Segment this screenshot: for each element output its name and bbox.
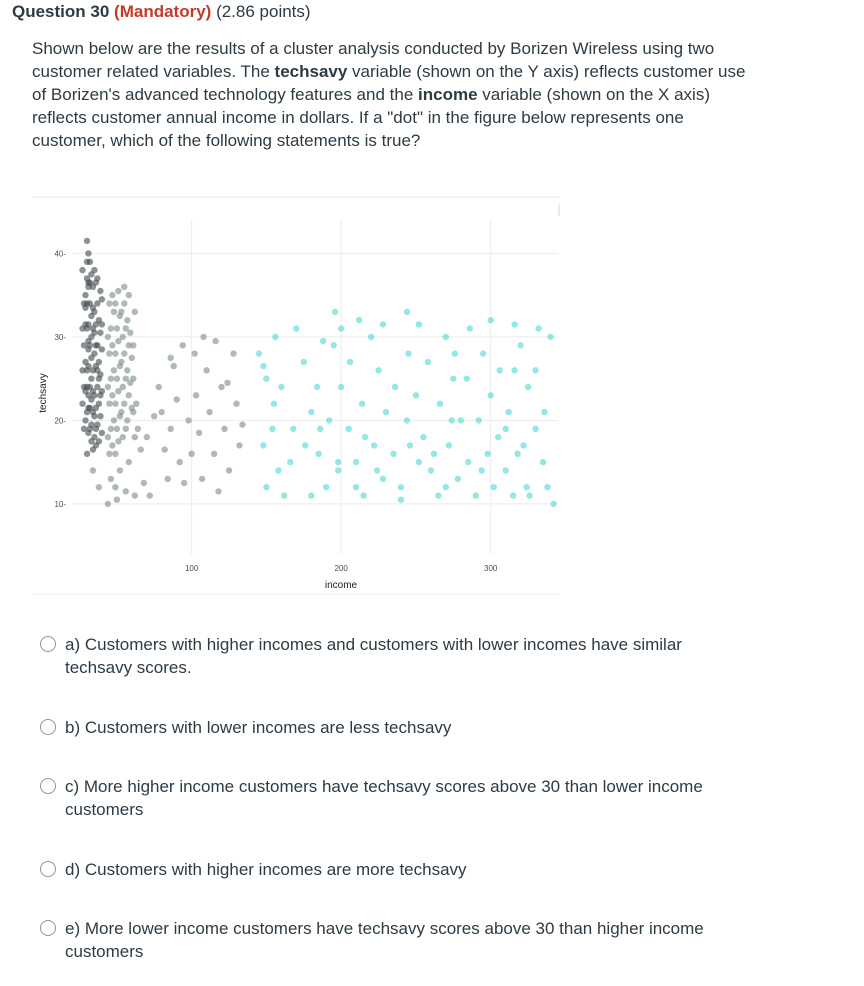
data-point-1: [85, 338, 91, 344]
data-point-2: [109, 442, 115, 448]
question-text-part: variable (shown on the Y axis) reflects customer use of Borizen's advanced technology features and the: [32, 62, 746, 104]
data-point-1: [84, 275, 90, 281]
y-tick-label: 20-: [54, 416, 66, 426]
data-point-1: [81, 426, 87, 432]
data-point-2: [233, 401, 239, 407]
data-point-1: [82, 417, 88, 423]
data-point-3: [437, 401, 443, 407]
data-point-3: [338, 325, 344, 331]
data-point-3: [302, 442, 308, 448]
data-point-2: [121, 401, 127, 407]
data-point-3: [425, 359, 431, 365]
data-point-3: [465, 459, 471, 465]
data-point-3: [443, 334, 449, 340]
data-point-1: [99, 346, 105, 352]
question-number: Question 30: [12, 2, 110, 21]
data-point-2: [132, 309, 138, 315]
data-point-2: [114, 497, 120, 503]
data-point-2: [129, 355, 135, 361]
data-point-2: [123, 426, 129, 432]
data-point-3: [260, 442, 266, 448]
data-point-3: [405, 350, 411, 356]
data-point-3: [479, 467, 485, 473]
data-point-2: [151, 413, 157, 419]
y-tick-label: 30-: [54, 332, 66, 342]
data-point-3: [547, 334, 553, 340]
data-point-2: [111, 417, 117, 423]
data-point-3: [485, 451, 491, 457]
data-point-2: [121, 350, 127, 356]
data-point-3: [335, 459, 341, 465]
data-point-3: [510, 492, 516, 498]
data-point-2: [168, 355, 174, 361]
data-point-3: [290, 426, 296, 432]
data-point-1: [79, 267, 85, 273]
data-point-1: [87, 405, 93, 411]
data-point-2: [120, 384, 126, 390]
data-point-2: [126, 292, 132, 298]
data-point-3: [511, 321, 517, 327]
data-point-1: [97, 330, 103, 336]
data-point-3: [316, 451, 322, 457]
data-point-3: [320, 338, 326, 344]
question-text-part: Shown below are the results of a cluster analysis conducted by Borizen Wireless using two customer related variables. The: [32, 39, 715, 81]
data-point-2: [168, 426, 174, 432]
data-point-3: [511, 367, 517, 373]
y-tick-label: 40-: [54, 249, 66, 259]
data-point-1: [94, 275, 100, 281]
data-point-2: [108, 325, 114, 331]
data-point-3: [526, 492, 532, 498]
data-point-2: [108, 476, 114, 482]
data-point-2: [121, 284, 127, 290]
data-point-2: [106, 451, 112, 457]
data-point-2: [230, 350, 236, 356]
answer-c-label[interactable]: c) More higher income customers have techsavy scores above 30 than lower income customers: [65, 777, 703, 819]
data-point-2: [90, 467, 96, 473]
data-point-3: [535, 325, 541, 331]
data-point-1: [79, 401, 85, 407]
data-point-2: [112, 350, 118, 356]
data-point-2: [112, 451, 118, 457]
data-point-1: [93, 342, 99, 348]
data-point-2: [224, 380, 230, 386]
points-label: (2.86 points): [216, 2, 311, 21]
answer-e-label[interactable]: e) More lower income customers have techsavy scores above 30 than higher income customers: [65, 919, 704, 961]
data-point-2: [162, 446, 168, 452]
data-point-1: [96, 401, 102, 407]
data-point-3: [308, 492, 314, 498]
data-point-3: [476, 417, 482, 423]
data-point-3: [449, 417, 455, 423]
y-axis-label: techsavy: [38, 373, 49, 413]
data-point-3: [317, 426, 323, 432]
data-point-1: [96, 438, 102, 444]
data-point-1: [99, 430, 105, 436]
data-point-3: [390, 451, 396, 457]
data-point-2: [105, 384, 111, 390]
answer-b-label[interactable]: b) Customers with lower incomes are less techsavy: [65, 718, 452, 737]
data-point-2: [141, 480, 147, 486]
data-point-1: [81, 300, 87, 306]
data-point-1: [88, 376, 94, 382]
data-point-1: [84, 238, 90, 244]
data-point-2: [215, 488, 221, 494]
data-point-3: [269, 426, 275, 432]
data-point-2: [135, 426, 141, 432]
data-point-2: [109, 392, 115, 398]
data-point-3: [532, 367, 538, 373]
data-point-1: [96, 376, 102, 382]
data-point-3: [495, 434, 501, 440]
data-point-2: [124, 317, 130, 323]
data-point-2: [112, 300, 118, 306]
data-point-1: [90, 305, 96, 311]
answer-d-radio[interactable]: [40, 861, 56, 877]
data-point-1: [79, 367, 85, 373]
data-point-2: [118, 309, 124, 315]
data-point-3: [416, 321, 422, 327]
data-point-3: [335, 467, 341, 473]
data-point-3: [293, 325, 299, 331]
data-point-3: [523, 484, 529, 490]
data-point-2: [123, 488, 129, 494]
data-point-2: [115, 288, 121, 294]
answer-c-radio[interactable]: [40, 778, 56, 794]
data-point-2: [130, 409, 136, 415]
data-point-1: [85, 250, 91, 256]
data-point-3: [278, 384, 284, 390]
data-point-3: [287, 459, 293, 465]
data-point-1: [91, 330, 97, 336]
data-point-2: [118, 359, 124, 365]
data-point-2: [105, 434, 111, 440]
data-point-2: [193, 392, 199, 398]
data-point-3: [517, 342, 523, 348]
data-point-3: [398, 484, 404, 490]
data-point-3: [420, 434, 426, 440]
data-point-3: [506, 409, 512, 415]
data-point-2: [196, 430, 202, 436]
data-point-3: [520, 442, 526, 448]
data-point-3: [331, 342, 337, 348]
data-point-2: [218, 384, 224, 390]
data-point-3: [497, 367, 503, 373]
data-point-3: [308, 409, 314, 415]
data-point-2: [147, 492, 153, 498]
data-point-3: [525, 384, 531, 390]
data-point-3: [347, 359, 353, 365]
data-point-3: [532, 426, 538, 432]
data-point-2: [127, 330, 133, 336]
data-point-2: [211, 451, 217, 457]
data-point-3: [353, 459, 359, 465]
data-point-3: [431, 451, 437, 457]
data-point-2: [171, 363, 177, 369]
data-point-3: [353, 484, 359, 490]
data-point-3: [404, 417, 410, 423]
data-point-2: [106, 350, 112, 356]
data-point-2: [112, 401, 118, 407]
data-point-3: [301, 359, 307, 365]
answer-e-radio[interactable]: [40, 920, 56, 936]
data-point-2: [200, 334, 206, 340]
techsavy-term: techsavy: [274, 62, 348, 81]
data-point-3: [271, 401, 277, 407]
question-text-part: variable (shown on the X axis) reflects customer annual income in dollars. If a "dot" in the figure below represents one customer, which of the following statements is true?: [32, 85, 710, 150]
data-point-3: [338, 384, 344, 390]
data-point-2: [132, 492, 138, 498]
question-header: [12, 2, 311, 22]
data-point-1: [87, 259, 93, 265]
data-point-2: [132, 434, 138, 440]
data-point-2: [124, 367, 130, 373]
data-point-3: [404, 309, 410, 315]
data-point-2: [191, 350, 197, 356]
data-point-2: [138, 446, 144, 452]
data-point-3: [275, 467, 281, 473]
data-point-3: [314, 384, 320, 390]
data-point-1: [91, 413, 97, 419]
data-point-3: [455, 476, 461, 482]
data-point-3: [392, 384, 398, 390]
data-point-3: [416, 459, 422, 465]
data-point-2: [106, 401, 112, 407]
data-point-3: [540, 459, 546, 465]
data-point-3: [452, 350, 458, 356]
data-point-3: [503, 467, 509, 473]
data-point-3: [491, 484, 497, 490]
data-point-3: [263, 484, 269, 490]
data-point-2: [236, 442, 242, 448]
data-point-3: [256, 350, 262, 356]
data-point-1: [84, 451, 90, 457]
data-point-2: [130, 376, 136, 382]
data-point-3: [272, 334, 278, 340]
data-point-2: [114, 325, 120, 331]
data-point-3: [398, 497, 404, 503]
data-point-3: [458, 417, 464, 423]
data-point-3: [446, 442, 452, 448]
data-point-2: [130, 342, 136, 348]
data-point-3: [362, 434, 368, 440]
data-point-2: [185, 417, 191, 423]
data-point-3: [281, 492, 287, 498]
data-point-3: [359, 401, 365, 407]
data-point-1: [96, 359, 102, 365]
y-tick-label: 10-: [54, 499, 66, 509]
data-point-1: [97, 413, 103, 419]
x-axis-label: income: [324, 580, 358, 591]
data-point-2: [108, 376, 114, 382]
data-point-2: [105, 501, 111, 507]
x-tick-label: 200: [334, 564, 348, 573]
data-point-2: [118, 409, 124, 415]
x-tick-label: 300: [484, 564, 498, 573]
data-point-3: [413, 392, 419, 398]
answer-b-radio[interactable]: [40, 719, 56, 735]
data-point-2: [126, 459, 132, 465]
data-point-2: [112, 484, 118, 490]
data-point-3: [544, 484, 550, 490]
data-point-3: [383, 409, 389, 415]
data-point-3: [435, 492, 441, 498]
data-point-1: [85, 392, 91, 398]
data-point-2: [199, 476, 205, 482]
data-point-3: [464, 376, 470, 382]
data-point-2: [174, 396, 180, 402]
data-point-2: [96, 484, 102, 490]
data-point-3: [368, 334, 374, 340]
data-point-2: [212, 338, 218, 344]
data-point-3: [541, 409, 547, 415]
data-point-1: [94, 367, 100, 373]
data-point-2: [126, 392, 132, 398]
data-point-2: [239, 421, 245, 427]
data-point-3: [450, 376, 456, 382]
data-point-1: [82, 359, 88, 365]
data-point-3: [503, 426, 509, 432]
data-point-2: [111, 367, 117, 373]
data-point-2: [181, 480, 187, 486]
data-point-3: [323, 484, 329, 490]
data-point-3: [467, 325, 473, 331]
data-point-1: [91, 350, 97, 356]
data-point-3: [375, 367, 381, 373]
data-point-2: [114, 426, 120, 432]
data-point-2: [124, 417, 130, 423]
question-text: [32, 37, 752, 152]
data-point-3: [480, 350, 486, 356]
data-point-2: [156, 384, 162, 390]
data-point-2: [106, 300, 112, 306]
data-point-2: [117, 467, 123, 473]
data-point-3: [371, 442, 377, 448]
data-point-3: [374, 467, 380, 473]
data-point-3: [380, 476, 386, 482]
data-point-2: [109, 292, 115, 298]
data-point-3: [428, 467, 434, 473]
data-point-2: [159, 409, 165, 415]
data-point-1: [97, 288, 103, 294]
data-point-2: [188, 451, 194, 457]
data-point-2: [206, 409, 212, 415]
answer-d-label[interactable]: d) Customers with higher incomes are more techsavy: [65, 860, 467, 879]
data-point-3: [356, 317, 362, 323]
income-term: income: [418, 85, 478, 104]
answer-a-label[interactable]: a) Customers with higher incomes and customers with lower incomes have similar techsavy scores.: [65, 635, 682, 677]
data-point-3: [360, 492, 366, 498]
data-point-3: [514, 451, 520, 457]
data-point-3: [443, 484, 449, 490]
data-point-3: [326, 417, 332, 423]
data-point-2: [120, 334, 126, 340]
data-point-1: [97, 392, 103, 398]
data-point-1: [82, 292, 88, 298]
data-point-3: [550, 501, 556, 507]
data-point-2: [226, 467, 232, 473]
data-point-3: [260, 363, 266, 369]
data-point-3: [332, 309, 338, 315]
data-point-2: [108, 426, 114, 432]
cluster-scatter-chart: [32, 196, 560, 596]
data-point-2: [165, 476, 171, 482]
data-point-2: [111, 309, 117, 315]
data-point-2: [114, 376, 120, 382]
data-point-3: [345, 426, 351, 432]
answer-a-radio[interactable]: [40, 636, 56, 652]
data-point-3: [407, 442, 413, 448]
data-point-2: [133, 401, 139, 407]
data-point-2: [203, 367, 209, 373]
data-point-2: [105, 334, 111, 340]
data-point-1: [88, 421, 94, 427]
mandatory-label: (Mandatory): [114, 2, 212, 21]
data-point-3: [473, 492, 479, 498]
data-point-3: [488, 317, 494, 323]
data-point-1: [99, 296, 105, 302]
data-point-1: [82, 321, 88, 327]
data-point-3: [380, 321, 386, 327]
data-point-1: [91, 267, 97, 273]
data-point-2: [120, 434, 126, 440]
data-point-2: [180, 342, 186, 348]
data-point-2: [121, 300, 127, 306]
data-point-2: [221, 426, 227, 432]
data-point-2: [177, 459, 183, 465]
x-tick-label: 100: [184, 564, 199, 573]
data-point-3: [263, 376, 269, 382]
data-point-3: [488, 392, 494, 398]
data-point-2: [144, 434, 150, 440]
data-point-1: [84, 384, 90, 390]
data-point-2: [109, 342, 115, 348]
data-point-1: [99, 321, 105, 327]
